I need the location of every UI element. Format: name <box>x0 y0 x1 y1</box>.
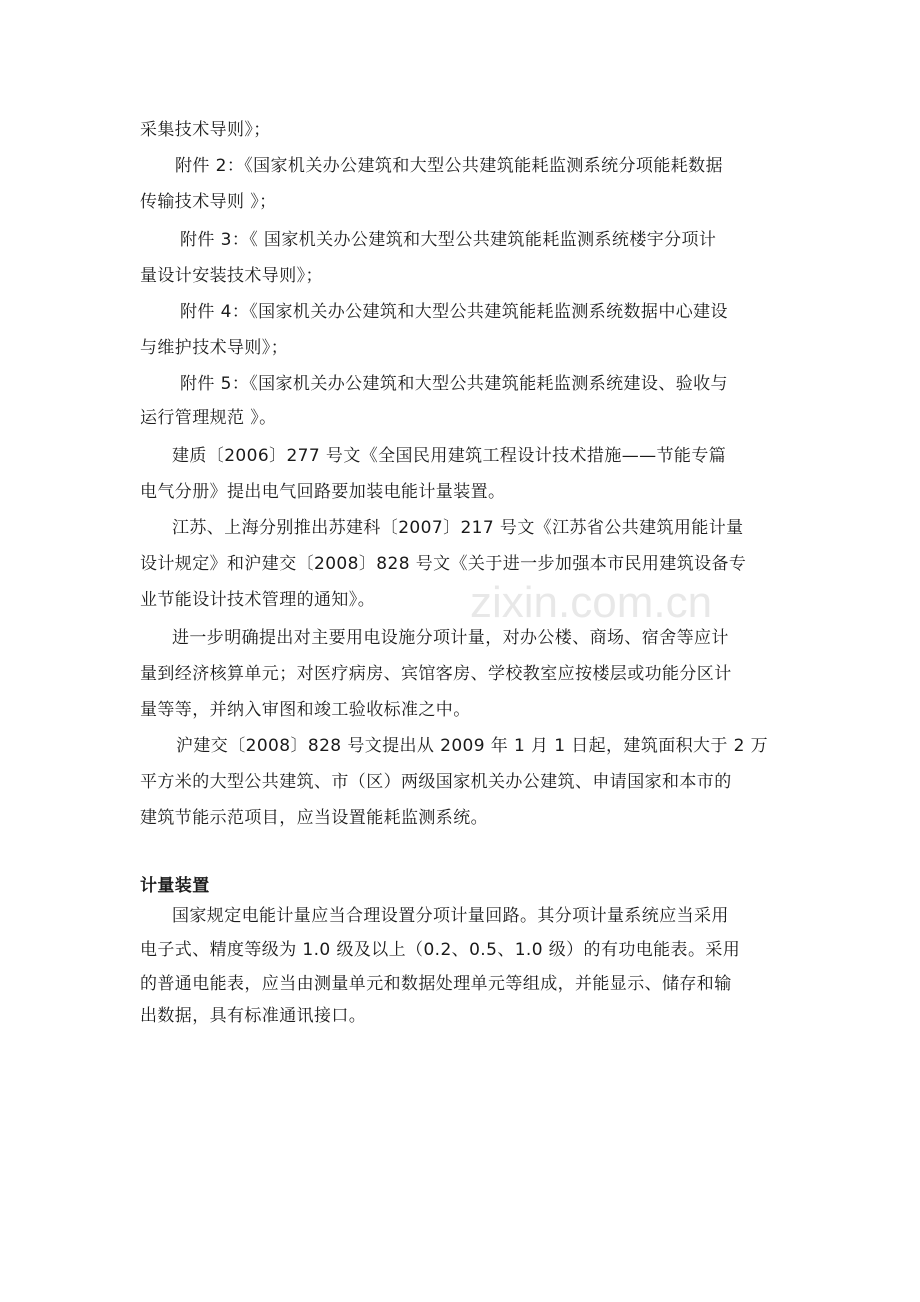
text-line: 附件 5：《国家机关办公建筑和大型公共建筑能耗监测系统建设、验收与 <box>180 374 728 394</box>
text-line: 国家规定电能计量应当合理设置分项计量回路。其分项计量系统应当采用 <box>172 906 729 926</box>
text-line: 运行管理规范 》。 <box>140 408 277 428</box>
text-line: 附件 4：《国家机关办公建筑和大型公共建筑能耗监测系统数据中心建设 <box>180 302 728 322</box>
text-line: 出数据，具有标准通讯接口。 <box>140 1006 367 1026</box>
text-line: 沪建交〔2008〕828 号文提出从 2009 年 1 月 1 日起，建筑面积大于 2 万 <box>176 736 769 756</box>
text-line: 的普通电能表，应当由测量单元和数据处理单元等组成，并能显示、储存和输 <box>140 974 732 994</box>
text-line: 量到经济核算单元；对医疗病房、宾馆客房、学校教室应按楼层或功能分区计 <box>140 664 732 684</box>
text-line: 业节能设计技术管理的通知》。 <box>140 590 376 610</box>
text-line: 进一步明确提出对主要用电设施分项计量，对办公楼、商场、宿舍等应计 <box>172 628 729 648</box>
text-line: 附件 2：《国家机关办公建筑和大型公共建筑能耗监测系统分项能耗数据 <box>175 156 723 176</box>
watermark: zixin.com.cn <box>470 578 713 627</box>
text-line: 与维护技术导则》； <box>140 338 289 358</box>
text-line: 设计规定》和沪建交〔2008〕828 号文《关于进一步加强本市民用建筑设备专 <box>140 554 747 574</box>
text-line: 建筑节能示范项目，应当设置能耗监测系统。 <box>140 808 488 828</box>
text-line: 附件 3：《 国家机关办公建筑和大型公共建筑能耗监测系统楼宇分项计 <box>180 230 717 250</box>
text-line: 江苏、上海分别推出苏建科〔2007〕217 号文《江苏省公共建筑用能计量 <box>172 518 744 538</box>
text-line: 平方米的大型公共建筑、市（区）两级国家机关办公建筑、申请国家和本市的 <box>140 772 732 792</box>
text-line: 建质〔2006〕277 号文《全国民用建筑工程设计技术措施——节能专篇 <box>172 446 727 466</box>
text-line: 量等等，并纳入审图和竣工验收标准之中。 <box>140 700 471 720</box>
text-line: 电气分册》提出电气回路要加装电能计量装置。 <box>140 482 506 502</box>
section-heading: 计量装置 <box>140 876 210 896</box>
text-line: 量设计安装技术导则》； <box>140 266 323 286</box>
text-line: 电子式、精度等级为 1.0 级及以上（0.2、0.5、1.0 级）的有功电能表。采用 <box>140 940 741 960</box>
text-line: 采集技术导则》； <box>140 120 271 140</box>
text-line: 传输技术导则 》； <box>140 192 277 212</box>
